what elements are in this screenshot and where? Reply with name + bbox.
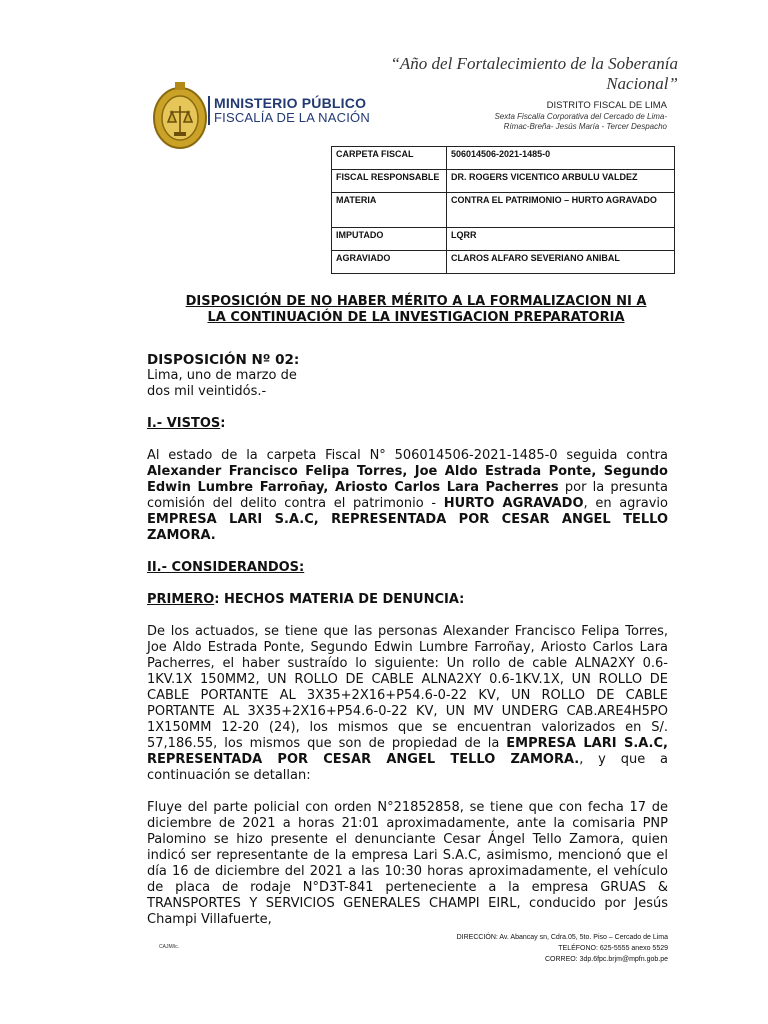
table-label: AGRAVIADO [332,251,447,274]
facts-paragraph-1 [147,624,668,784]
vistos-bold-2: HURTO AGRAVADO [443,496,584,511]
table-row [332,170,675,193]
primero-heading [147,592,668,608]
header-motto: “Año del Fortalecimiento de la Soberanía Nacional” [390,54,678,93]
vistos-bold-3: EMPRESA LARI S.A.C, REPRESENTADA POR CESAR ANGEL TELLO ZAMORA. [147,512,668,543]
brand-line-1: MINISTERIO PÚBLICO [214,95,367,111]
vistos-bold-1: Alexander Francisco Felipa Torres, Joe Aldo Estrada Ponte, Segundo Edwin Lumbre Farroñay, Ariosto Carlos Lara Pacherres [147,464,668,495]
table-value: CONTRA EL PATRIMONIO – HURTO AGRAVADO [447,193,675,228]
vistos-text-3: , en agravio [583,496,669,511]
table-row [332,193,675,228]
facts-text-2: , y que a continuación se detallan: [147,752,668,783]
document-title [180,294,652,326]
table-label: CARPETA FISCAL [332,147,447,170]
table-value: DR. ROGERS VICENTICO ARBULU VALDEZ [447,170,675,193]
vistos-heading: I.- VISTOS [147,416,221,431]
considerandos-heading: II.- CONSIDERANDOS: [147,560,305,575]
institution-brand [208,96,370,125]
place-date-line-1: Lima, uno de marzo de [147,368,297,383]
brand-line-2: FISCALÍA DE LA NACIÓN [214,110,370,125]
district-block [494,100,667,132]
primero-label: PRIMERO [147,592,215,607]
footer-email: CORREO: 3dp.6fpc.brjm@mpfn.gob.pe [544,956,668,963]
primero-title: : HECHOS MATERIA DE DENUNCIA: [214,592,465,607]
page-footer [457,932,668,965]
table-label: FISCAL RESPONSABLE [332,170,447,193]
table-row [332,228,675,251]
ministerio-publico-seal-icon [148,78,212,154]
table-row [332,147,675,170]
table-value: LQRR [447,228,675,251]
facts-paragraph-2: Fluye del parte policial con orden N°21852858, se tiene que con fecha 17 de diciembre de 2021 a horas 21:01 aproximadamente, ante la comisaria PNP Palomino se hizo presente el denunciante Cesar Ángel Tello Zamora, quien indicó ser representante de la empresa Lari S.A.C, asimismo, mencionó que el día 16 de diciembre del 2021 a las 10:30 horas aproximadamente, el vehículo de placa de rodaje N°D3T-841 perteneciente a la empresa GRUAS & TRANSPORTES Y SERVICIOS GENERALES CHAMPI EIRL, conducido por Jesús Champi Villafuerte, [147,800,668,927]
document-body [147,416,668,928]
footer-address: DIRECCIÓN: Av. Abancay sn, Cdra.05, 5to. Piso – Cercado de Lima [456,934,668,941]
table-value: CLAROS ALFARO SEVERIANO ANIBAL [447,251,675,274]
case-info-table [331,146,675,274]
facts-text-1: De los actuados, se tiene que las personas Alexander Francisco Felipa Torres, Joe Aldo Estrada Ponte, Segundo Edwin Lumbre Farroñay, Ariosto Carlos Lara Pacherres, el haber sustraído lo siguiente: Un rollo de cable ALNA2XY 0.6-1KV.1X 150MM2, UN ROLLO DE CABLE ALNA2XY 0.6-1KV.1X, UN ROLLO DE CABLE PORTANTE AL 3X35+2X16+P54.6-0-22 KV, UN ROLLO DE CABLE PORTANTE AL 3X35+2X16+P54.6-0-22 KV, UN MV UNDERG CAB.ARE4H5PO 1X150MM 12-20 (24), los mismos que se encuentran valorizados en S/. 57,186.55, los mismos que son de propiedad de la [147,624,668,751]
document-title-line-2: LA CONTINUACIÓN DE LA INVESTIGACION PREPARATORIA [207,310,625,325]
table-label: IMPUTADO [332,228,447,251]
author-initials: CAJM/lc. [159,944,179,950]
district-line-2: Rímac-Breña- Jesús María - Tercer Despacho [503,122,667,131]
section-heading-vistos [147,416,668,432]
place-date-line-2: dos mil veintidós.- [147,384,267,399]
vistos-paragraph [147,448,668,544]
table-label: MATERIA [332,193,447,228]
district-title: DISTRITO FISCAL DE LIMA [546,100,667,111]
section-heading-considerandos [147,560,668,576]
vistos-text-1: Al estado de la carpeta Fiscal N° 506014506-2021-1485-0 seguida contra [147,448,668,463]
vistos-text-2: por la presunta comisión del delito contra el patrimonio - [147,480,669,511]
facts-bold-1: EMPRESA LARI S.A.C, REPRESENTADA POR CESAR ANGEL TELLO ZAMORA. [147,736,668,767]
district-line-1: Sexta Fiscalía Corporativa del Cercado de Lima- [494,112,667,121]
disposition-number: DISPOSICIÓN Nº 02: [147,352,300,368]
vistos-heading-suffix: : [220,416,226,431]
table-row [332,251,675,274]
document-title-line-1: DISPOSICIÓN DE NO HABER MÉRITO A LA FORMALIZACION NI A [185,294,647,309]
disposition-header [147,352,299,400]
footer-phone: TELÉFONO: 625-5555 anexo 5529 [558,945,668,952]
table-value: 506014506-2021-1485-0 [447,147,675,170]
